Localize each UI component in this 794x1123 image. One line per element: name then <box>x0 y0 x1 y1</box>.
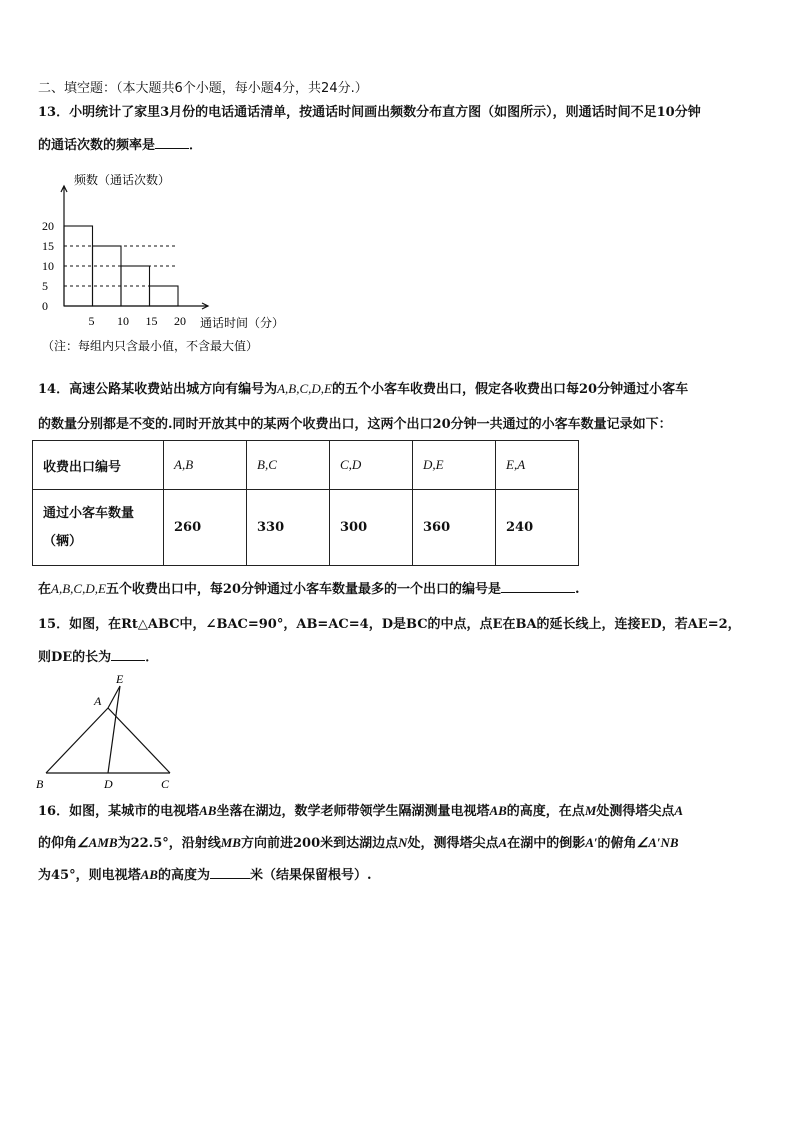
q16-seg: 的高度为 <box>157 868 210 883</box>
triangle-figure <box>30 670 190 795</box>
toll-table-count-row <box>33 490 579 566</box>
y-tick-label: 10 <box>42 259 54 273</box>
q14-after-pre: 在 <box>38 582 52 597</box>
q15-answer-blank[interactable] <box>111 648 145 661</box>
q13-text-line2-end: ． <box>189 138 203 153</box>
q16-var: ∠AMB <box>77 835 118 850</box>
segment-ba <box>46 708 108 773</box>
histogram-bar <box>93 246 122 306</box>
q16-var: N <box>398 835 408 850</box>
q16-var: A′ <box>585 835 598 850</box>
q15-text-line2-body: 则DE的长为 <box>38 650 112 665</box>
q14-text-line1-post: 的五个小客车收费出口，假定各收费出口每20分钟通过小客车 <box>331 382 689 397</box>
toll-table-count: 330 <box>247 490 330 566</box>
q16-seg: 在湖中的倒影 <box>507 836 586 851</box>
toll-table-pair: D,E <box>413 441 496 490</box>
toll-table-pair: C,D <box>330 441 413 490</box>
q16-seg: 处，测得塔尖点 <box>407 836 499 851</box>
toll-table-header-label: 收费出口编号 <box>33 441 164 490</box>
q16-var: M <box>584 803 597 818</box>
toll-table-count: 300 <box>330 490 413 566</box>
q15-text-line2 <box>38 648 158 667</box>
q16-seg: 的高度，在点 <box>506 804 585 819</box>
histogram-x-label: 通话时间（分） <box>200 316 285 330</box>
y-tick-label: 15 <box>42 239 54 253</box>
q14-text-line1 <box>38 380 688 399</box>
q15-text-line2-end: ． <box>145 650 159 665</box>
toll-table-count: 360 <box>413 490 496 566</box>
y-tick-label: 5 <box>42 279 48 293</box>
toll-table-count-label <box>33 490 164 566</box>
histogram-axes <box>61 186 208 309</box>
q16-var: AB <box>199 803 217 818</box>
label-e: E <box>116 672 124 686</box>
q14-after-post: 五个收费出口中，每20分钟通过小客车数量最多的一个出口的编号是 <box>105 582 501 597</box>
histogram-y-label: 频数（通话次数） <box>74 173 171 187</box>
toll-table-count-label-1: 通过小客车数量 <box>43 505 135 521</box>
q14-after-table <box>38 580 580 599</box>
q16-var: A <box>674 803 684 818</box>
label-a: A <box>94 694 102 708</box>
q14-text-line2: 的数量分别都是不变的.同时开放其中的某两个收费出口，这两个出口20分钟一共通过的小客车数量记录如下： <box>38 417 672 432</box>
label-b: B <box>36 777 44 791</box>
toll-table-count: 260 <box>164 490 247 566</box>
toll-table-pair: B,C <box>247 441 330 490</box>
q16-var: A <box>498 835 508 850</box>
q16-text-line2 <box>38 834 679 853</box>
q16-seg: 方向前进200米到达湖边点 <box>240 836 399 851</box>
q16-seg: 的仰角 <box>38 836 78 851</box>
q16-seg: 为45°，则电视塔 <box>38 868 141 883</box>
label-c: C <box>161 777 170 791</box>
section-title: 二、填空题：（本大题共6个小题，每小题4分，共24分.） <box>38 81 368 96</box>
x-tick-label: 15 <box>145 314 158 328</box>
q16-seg: 米（结果保留根号）. <box>249 868 372 883</box>
q16-var: MB <box>220 835 241 850</box>
q16-seg: 的俯角 <box>597 836 637 851</box>
q16-seg: 为22.5°，沿射线 <box>117 836 221 851</box>
toll-table-pair: E,A <box>496 441 579 490</box>
q14-exit-letters: A,B,C,D,E <box>277 381 332 396</box>
x-tick-label: 10 <box>117 314 129 328</box>
toll-table-count: 240 <box>496 490 579 566</box>
q13-text-line1: 13．小明统计了家里3月份的电话通话清单，按通话时间画出频数分布直方图（如图所示），则通话时间不足10分钟 <box>38 105 701 120</box>
x-tick-label: 20 <box>174 314 186 328</box>
histogram-note: （注：每组内只含最小值，不含最大值） <box>42 339 259 353</box>
x-tick-label: 5 <box>88 314 95 328</box>
toll-table-header-row <box>33 441 579 490</box>
q16-answer-blank[interactable] <box>210 866 250 879</box>
q14-after-letters: A,B,C,D,E <box>51 581 106 596</box>
segment-ed <box>108 686 120 773</box>
label-d: D <box>104 777 113 791</box>
q16-var: AB <box>489 803 507 818</box>
q13-answer-blank[interactable] <box>155 136 189 149</box>
q14-after-end: . <box>575 582 580 597</box>
q15-text-line1: 15．如图，在Rt△ABC中，∠BAC=90°，AB=AC=4，D是BC的中点，点E在BA的延长线上，连接ED，若AE=2， <box>38 617 741 632</box>
q16-seg: 处测得塔尖点 <box>596 804 675 819</box>
y-tick-label: 0 <box>42 299 48 313</box>
q16-var: AB <box>140 867 158 882</box>
q13-text-line2-body: 的通话次数的频率是 <box>38 138 156 153</box>
histogram-chart <box>30 166 310 362</box>
toll-table-count-label-2: （辆） <box>43 533 83 549</box>
q13-text-line2 <box>38 136 202 155</box>
histogram-bar <box>150 286 179 306</box>
q16-var: ∠A′NB <box>636 835 679 850</box>
segment-ac <box>108 708 170 773</box>
toll-table-pair: A,B <box>164 441 247 490</box>
q16-text-line1 <box>38 802 683 821</box>
q14-answer-blank[interactable] <box>501 580 575 593</box>
q16-text-line3 <box>38 866 371 885</box>
q14-text-line1-pre: 14．高速公路某收费站出城方向有编号为 <box>38 382 278 397</box>
q16-seg: 16．如图，某城市的电视塔 <box>38 804 200 819</box>
y-tick-label: 20 <box>42 219 54 233</box>
q16-seg: 坐落在湖边，数学老师带领学生隔湖测量电视塔 <box>216 804 490 819</box>
toll-table <box>32 440 579 566</box>
